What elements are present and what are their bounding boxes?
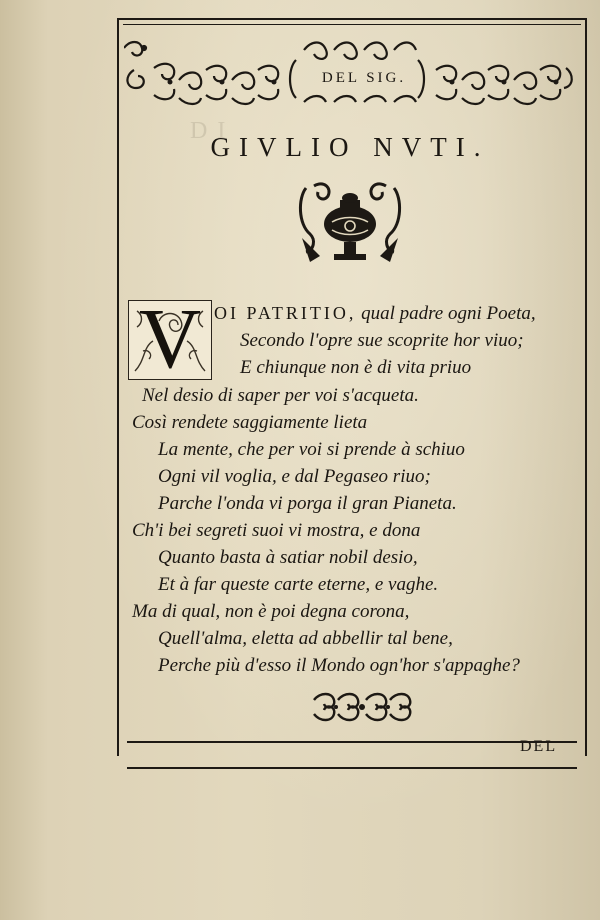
- poem-line-8: Parche l'onda vi porga il gran Pianeta.: [158, 493, 457, 514]
- poem-line-9: Ch'i bei segreti suoi vi mostra, e dona: [132, 520, 421, 541]
- poem-line-5: Così rendete saggiamente lieta: [132, 412, 368, 433]
- poem-line-1: [214, 303, 536, 325]
- fleuron-tailpiece-icon: [310, 690, 414, 724]
- poem-line-7: Ogni vil voglia, e dal Pegaseo riuo;: [158, 466, 431, 487]
- poem-line-14: Perche più d'esso il Mondo ogn'hor s'appaghe?: [158, 655, 520, 676]
- bottom-rule-upper: [127, 741, 577, 743]
- vase-cartouche-icon: [296, 178, 404, 270]
- page-title: GIVLIO NVTI.: [210, 132, 490, 162]
- bottom-rule-lower: [127, 767, 577, 769]
- poem-line-3: E chiunque non è di vita priuo: [240, 357, 472, 378]
- poem-line-2: Secondo l'opre sue scoprite hor viuo;: [240, 330, 524, 351]
- poem-line-4: Nel desio di saper per voi s'acqueta.: [142, 385, 419, 406]
- drop-cap-letter: V: [138, 290, 202, 386]
- poem-line-12: Ma di qual, non è poi degna corona,: [132, 601, 410, 622]
- poem-line-1-rest: qual padre ogni Poeta,: [356, 303, 536, 324]
- drop-cap: [128, 290, 212, 386]
- poem-line-6: La mente, che per voi si prende à schiuo: [158, 439, 465, 460]
- poem-line-13: Quell'alma, eletta ad abbellir tal bene,: [158, 628, 453, 649]
- poem-line-11: Et à far queste carte eterne, e vaghe.: [158, 574, 439, 595]
- running-head: DEL SIG.: [321, 70, 407, 86]
- catchword: DEL: [520, 738, 558, 755]
- show-through: DI: [190, 118, 236, 144]
- poem-first-word: OI PATRITIO,: [214, 303, 357, 323]
- poem-line-10: Quanto basta à satiar nobil desio,: [158, 547, 418, 568]
